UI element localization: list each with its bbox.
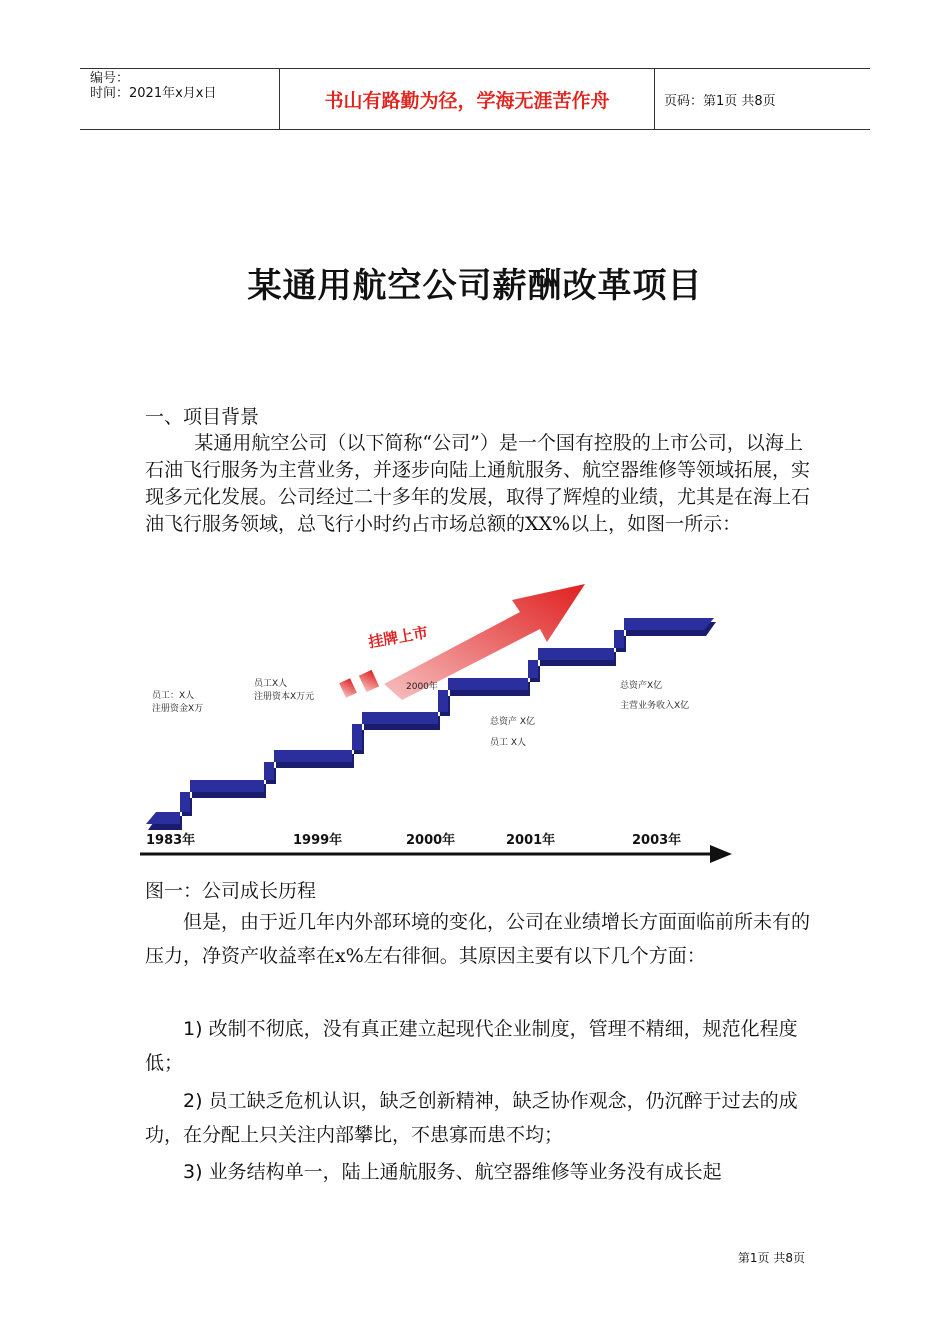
list-item <box>145 1012 810 1080</box>
arrow-block-1 <box>339 678 357 698</box>
document-title: 某通用航空公司薪酬改革项目 <box>247 266 703 306</box>
stairs-shadow <box>148 622 716 830</box>
year-2003: 2003年 <box>632 833 682 848</box>
note-1983-line1: 员工：X人 <box>152 691 195 701</box>
note-2000-line1: 2000年 <box>406 682 438 692</box>
figure-caption: 图一：公司成长历程 <box>145 880 317 902</box>
growth-figure <box>140 572 740 872</box>
list-text: 改制不彻底，没有真正建立起现代企业制度，管理不精细，规范化程度低； <box>145 1018 798 1074</box>
year-1983: 1983年 <box>146 833 196 848</box>
number-label: 编号： <box>90 71 130 86</box>
list-item <box>145 1084 810 1152</box>
year-1999: 1999年 <box>293 833 343 848</box>
list-number: 1) <box>183 1018 203 1040</box>
list-number: 3) <box>183 1161 203 1183</box>
arrow-label: 挂牌上市 <box>367 623 430 652</box>
note-2003-line2: 主营业务收入X亿 <box>620 701 690 711</box>
timeline-arrowhead <box>710 845 732 863</box>
list-text: 业务结构单一，陆上通航服务、航空器维修等业务没有成长起 <box>208 1161 722 1183</box>
list-item <box>145 1155 810 1189</box>
page-footer: 第1页 共8页 <box>737 1251 805 1265</box>
year-2001: 2001年 <box>506 833 556 848</box>
note-2001-line1: 总资产 X亿 <box>490 717 536 727</box>
header-motto: 书山有路勤为径，学海无涯苦作舟 <box>280 69 655 129</box>
header-page-info: 页码：第1页 共8页 <box>664 93 776 109</box>
list-text: 员工缺乏危机认识，缺乏创新精神，缺乏协作观念，仍沉醉于过去的成功，在分配上只关注内部攀比，不患寡而患不均； <box>145 1090 798 1146</box>
paragraph-challenges: 但是，由于近几年内外部环境的变化，公司在业绩增长方面面临前所未有的压力，净资产收益率在x%左右徘徊。其原因主要有以下几个方面： <box>145 911 811 967</box>
list-number: 2) <box>183 1090 203 1112</box>
note-2001-line2: 员工 X人 <box>490 738 527 748</box>
note-1999-line2: 注册资本X万元 <box>254 692 315 702</box>
header-meta <box>80 69 280 129</box>
section-heading: 一、项目背景 <box>145 406 260 428</box>
note-2003-line1: 总资产X亿 <box>620 681 663 691</box>
note-1983-line2: 注册资金X万 <box>152 704 204 714</box>
note-1999-line1: 员工X人 <box>254 679 288 689</box>
arrow-block-2 <box>359 670 379 692</box>
paragraph-background: 某通用航空公司（以下简称“公司”）是一个国有控股的上市公司，以海上石油飞行服务为主营业务，并逐步向陆上通航服务、航空器维修等领域拓展，实现多元化发展。公司经过二十多年的发展，取得了辉煌的业绩，尤其是在海上石油飞行服务领域，总飞行小时约占市场总额的XX%以上，如图一所示： <box>145 432 811 535</box>
year-2000: 2000年 <box>406 833 456 848</box>
time-label: 时间：2021年x月x日 <box>90 86 217 101</box>
page-header <box>80 68 870 130</box>
